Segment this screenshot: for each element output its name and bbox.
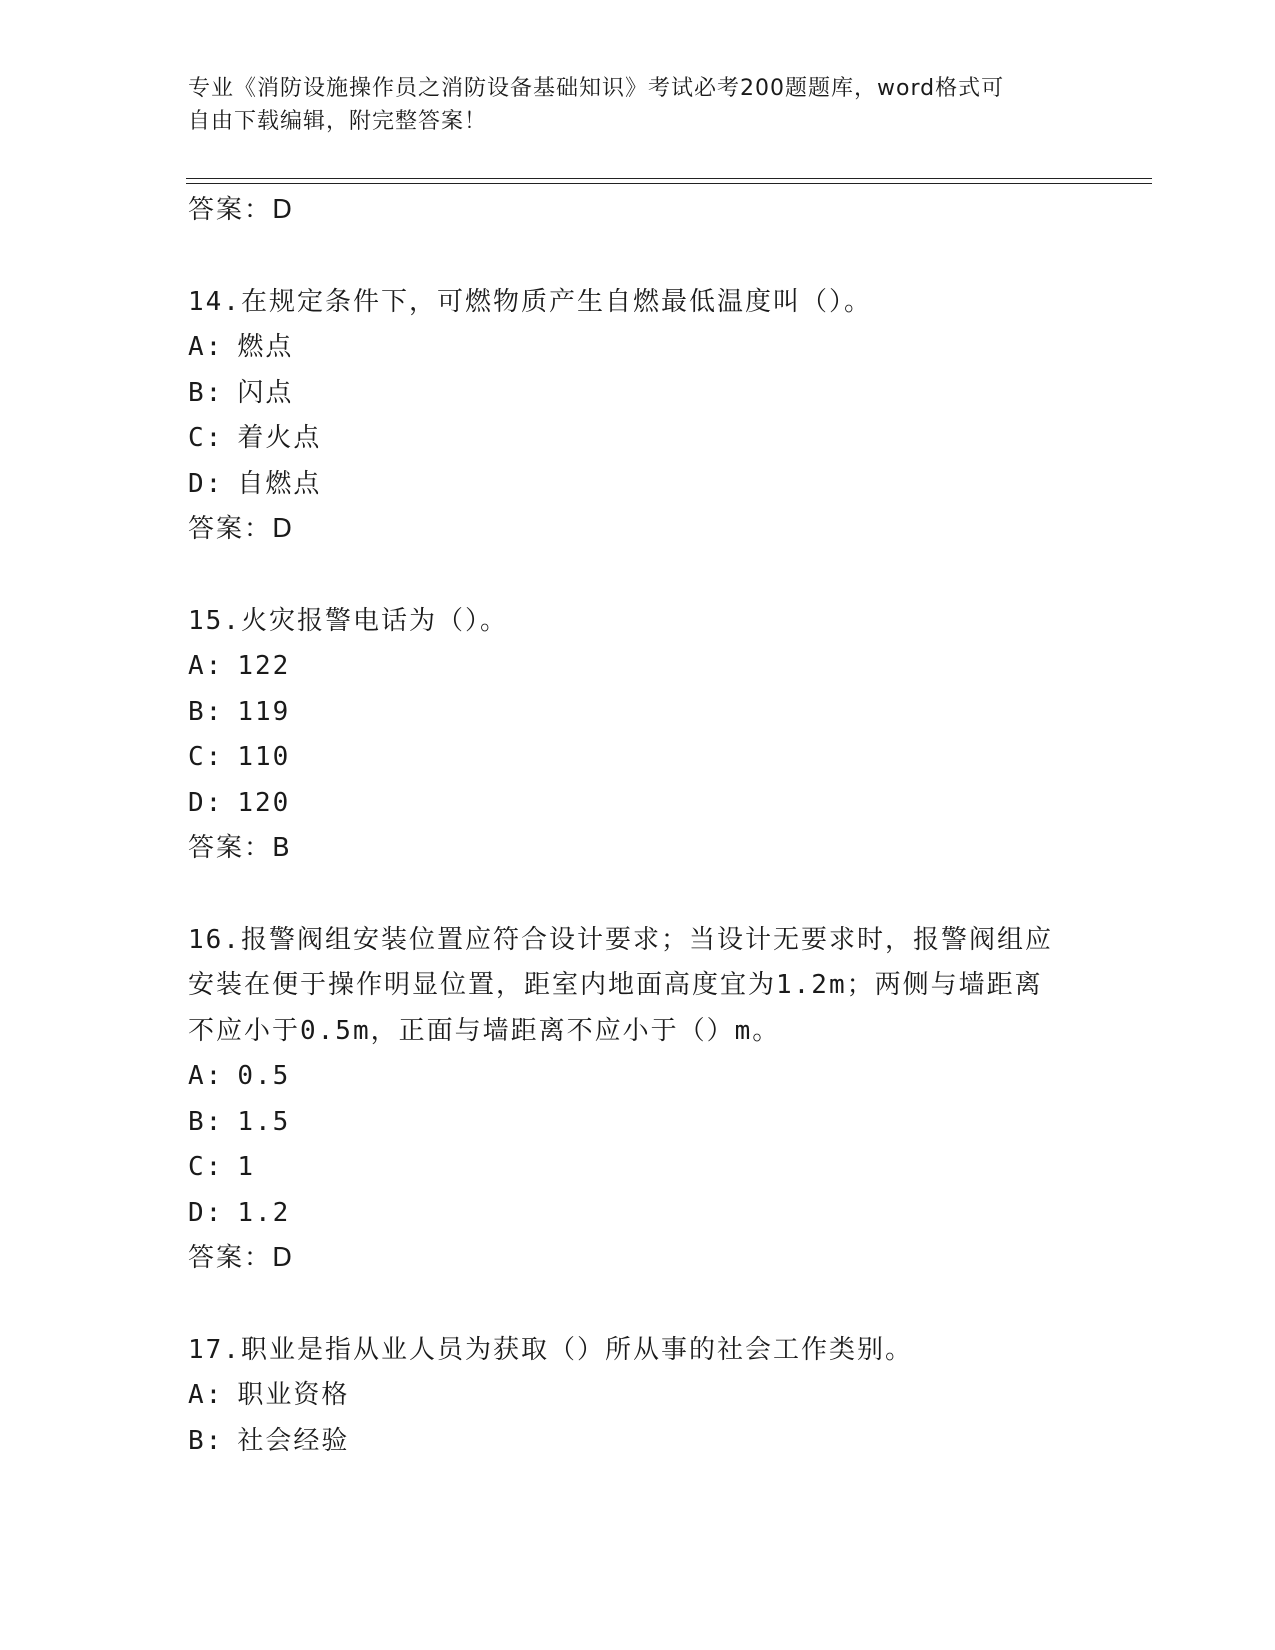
option-text: 社会经验 [237, 1425, 350, 1456]
option-label: C: [188, 742, 224, 772]
option-text: 1 [237, 1152, 255, 1182]
option-text: 119 [237, 696, 291, 727]
option-label: A: [188, 1380, 224, 1410]
question-list [188, 188, 1088, 1464]
question-14 [188, 280, 1088, 553]
header-line-1: 专业《消防设施操作员之消防设备基础知识》考试必考200题题库，word格式可 [188, 76, 1005, 101]
header-divider-top [186, 178, 1152, 179]
answer-line: 答案：D [188, 1243, 295, 1273]
option-c [188, 1145, 1088, 1191]
option-label: B: [188, 1106, 224, 1137]
spacer [188, 234, 1088, 280]
question-stem: 15.火灾报警电话为（）。 [188, 605, 508, 636]
spacer [188, 1282, 1088, 1328]
option-d [188, 1191, 1088, 1237]
question-15 [188, 599, 1088, 872]
question-stem-line-2: 安装在便于操作明显位置，距室内地面高度宜为1.2m；两侧与墙距离 [188, 970, 1043, 1000]
question-stem-line-3: 不应小于0.5m，正面与墙距离不应小于（）m。 [188, 1015, 781, 1046]
answer-line: 答案：D [188, 514, 295, 544]
option-c [188, 416, 1088, 462]
option-label: C: [188, 1152, 224, 1182]
option-text: 1.2 [237, 1197, 291, 1228]
option-text: 0.5 [237, 1061, 291, 1091]
question-17 [188, 1328, 1088, 1465]
option-text: 闪点 [237, 377, 294, 408]
option-label: D: [188, 1197, 224, 1228]
option-label: B: [188, 1425, 224, 1456]
option-label: D: [188, 468, 224, 499]
question-stem: 17.职业是指从业人员为获取（）所从事的社会工作类别。 [188, 1334, 913, 1365]
option-label: C: [188, 423, 224, 453]
question-stem: 14.在规定条件下，可燃物质产生自燃最低温度叫（）。 [188, 286, 872, 317]
option-b [188, 371, 1088, 417]
option-label: B: [188, 377, 224, 408]
option-a [188, 644, 1088, 690]
option-text: 着火点 [237, 423, 322, 453]
option-label: A: [188, 332, 224, 362]
option-text: 122 [237, 651, 291, 681]
spacer [188, 872, 1088, 918]
option-b [188, 1419, 1088, 1465]
option-b [188, 1100, 1088, 1146]
option-d [188, 462, 1088, 508]
question-16 [188, 918, 1088, 1282]
option-a [188, 325, 1088, 371]
option-text: 职业资格 [237, 1380, 350, 1410]
option-text: 120 [237, 787, 291, 818]
option-text: 110 [237, 742, 291, 772]
option-text: 燃点 [237, 332, 294, 362]
answer-line: 答案：D [188, 195, 295, 225]
question-stem-line-1: 16.报警阀组安装位置应符合设计要求；当设计无要求时，报警阀组应 [188, 924, 1053, 955]
document-header [188, 72, 1068, 138]
option-text: 1.5 [237, 1106, 291, 1137]
answer-line: 答案：B [188, 833, 292, 863]
option-c [188, 735, 1088, 781]
spacer [188, 553, 1088, 599]
option-d [188, 781, 1088, 827]
header-line-2: 自由下载编辑，附完整答案！ [188, 109, 488, 134]
option-label: A: [188, 651, 224, 681]
option-a [188, 1054, 1088, 1100]
option-text: 自燃点 [237, 468, 322, 499]
option-label: A: [188, 1061, 224, 1091]
option-label: B: [188, 696, 224, 727]
option-label: D: [188, 787, 224, 818]
header-divider-bottom [186, 183, 1152, 184]
option-a [188, 1373, 1088, 1419]
option-b [188, 690, 1088, 736]
